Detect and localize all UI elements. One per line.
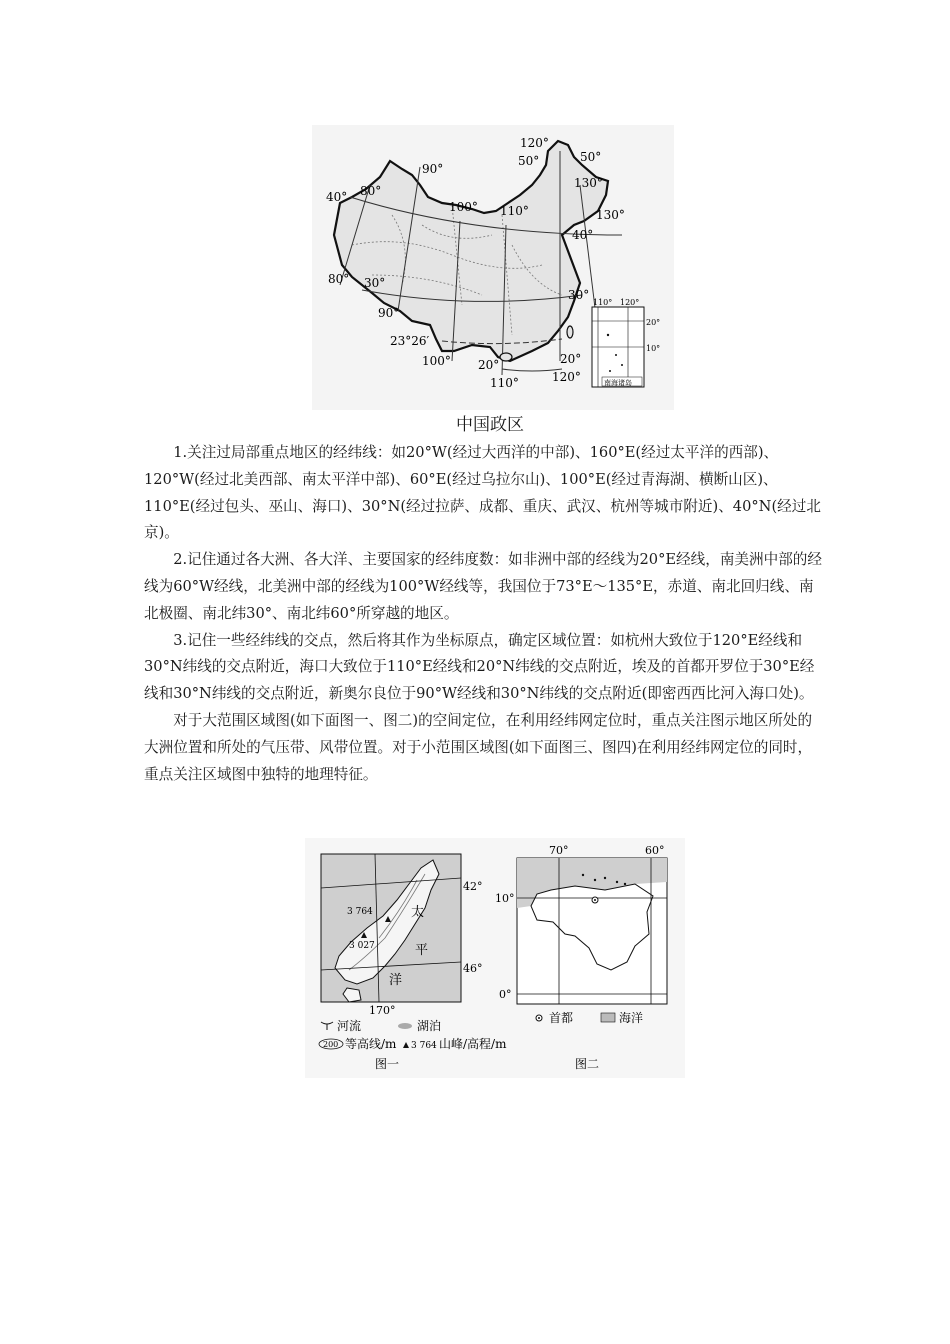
lon-label-100-bottom: 100° [422,354,451,368]
taiwan-island [567,326,573,338]
fig1-lat-42: 42° [463,880,483,893]
lat-label-20-west: 20° [478,358,500,372]
lat-label-50-east: 50° [580,150,602,164]
figure-1-map [321,854,483,1017]
fig2-lat-10: 10° [495,892,515,905]
fig1-lat-46: 46° [463,962,483,975]
inset-lat-20: 20° [646,318,661,327]
lon-label-130-right: 130° [596,208,625,222]
fig1-peak-2: 3 027 [349,941,375,951]
figure-1-caption: 图一 [375,1057,400,1071]
lat-label-20-east: 20° [560,352,582,366]
lake-icon [398,1023,412,1029]
tropic-label: 23°26′ [390,334,430,348]
fig2-lat-0: 0° [499,988,512,1001]
lon-label-80-top: 80° [360,184,382,198]
fig1-ocean-char-2: 平 [415,943,429,958]
lon-label-90-top: 90° [422,162,444,176]
lon-label-100-top: 100° [449,200,478,214]
lat-label-40-east: 40° [572,228,594,242]
paragraph-3: 3.记住一些经纬线的交点，然后将其作为坐标原点，确定区域位置：如杭州大致位于120°E经线和30°N纬线的交点附近，海口大致位于110°E经线和20°N纬线的交点附近，埃及的首都开罗位于30°E经线和30°N纬线的交点附近，新奥尔良位于90°W经线和30°N纬线的交点附近(即密西西比河入海口处)。 [144,631,815,703]
legend-capital: 首都 [549,1011,574,1025]
ocean-swatch [601,1013,615,1022]
inset-lon-120: 120° [620,298,640,307]
fig1-ocean-char-1: 太 [411,905,425,920]
lon-label-80-bottom: 80° [328,272,350,286]
paragraph-1: 1.关注过局部重点地区的经纬线：如20°W(经过大西洋的中部)、160°E(经过太平洋的西部)、120°W(经过北美西部、南太平洋中部)、60°E(经过乌拉尔山)、100°E(经过青海湖、横断山区)、110°E(经过包头、巫山、海口)、30°N(经过拉萨、成都、重庆、武汉、杭州等城市附近)、40°N(经过北京)。 [144,444,821,542]
legend-river: 河流 [337,1019,362,1033]
fig2-lon-60: 60° [645,844,665,857]
lon-label-90-bottom: 90° [378,306,400,320]
lat-label-50-west: 50° [518,154,540,168]
legend-ocean: 海洋 [619,1011,644,1025]
fig1-ocean-char-3: 洋 [389,973,403,988]
fig1-lon-170: 170° [369,1004,396,1017]
body-text [144,440,824,788]
inset-label: 南海诸岛 [604,379,632,387]
figure-2-map [495,844,667,1004]
legend-contour-value: 200 [323,1040,339,1049]
lat-label-40-west: 40° [326,190,348,204]
hainan-island [500,353,512,361]
figure-2-caption: 图二 [575,1057,600,1071]
lon-label-110-bottom: 110° [490,376,519,390]
lat-label-30-west: 30° [364,276,386,290]
lon-label-130-top: 130° [574,176,603,190]
paragraph-4: 对于大范围区域图(如下面图一、图二)的空间定位，在利用经纬网定位时，重点关注图示地区所处的大洲位置和所处的气压带、风带位置。对于小范围区域图(如下面图三、图四)在利用经纬网定位的同时，重点关注区域图中独特的地理特征。 [144,711,813,783]
lon-label-120-bottom: 120° [552,370,581,384]
china-map [312,125,674,410]
legend-lake: 湖泊 [417,1019,442,1033]
legend-contour: 等高线/m [345,1037,397,1051]
inset-lon-110: 110° [593,298,613,307]
china-map-caption: 中国政区 [456,415,524,435]
lat-label-30-east: 30° [568,288,590,302]
legend-peak-sample: 3 764 [411,1041,437,1051]
paragraph-2: 2.记住通过各大洲、各大洋、主要国家的经纬度数：如非洲中部的经线为20°E经线，南美洲中部的经线为60°W经线，北美洲中部的经线为100°W经线等，我国位于73°E～135°E，赤道、南北回归线、南北极圈、南北纬30°、南北纬60°所穿越的地区。 [144,551,822,622]
lon-label-110-top: 110° [500,204,529,218]
fig2-lon-70: 70° [549,844,569,857]
legend-peak: 山峰/高程/m [439,1037,507,1051]
figures-panel [305,838,685,1078]
fig1-peak-1: 3 764 [347,907,373,917]
lon-label-120-top: 120° [520,136,549,150]
inset-lat-10: 10° [646,344,661,353]
